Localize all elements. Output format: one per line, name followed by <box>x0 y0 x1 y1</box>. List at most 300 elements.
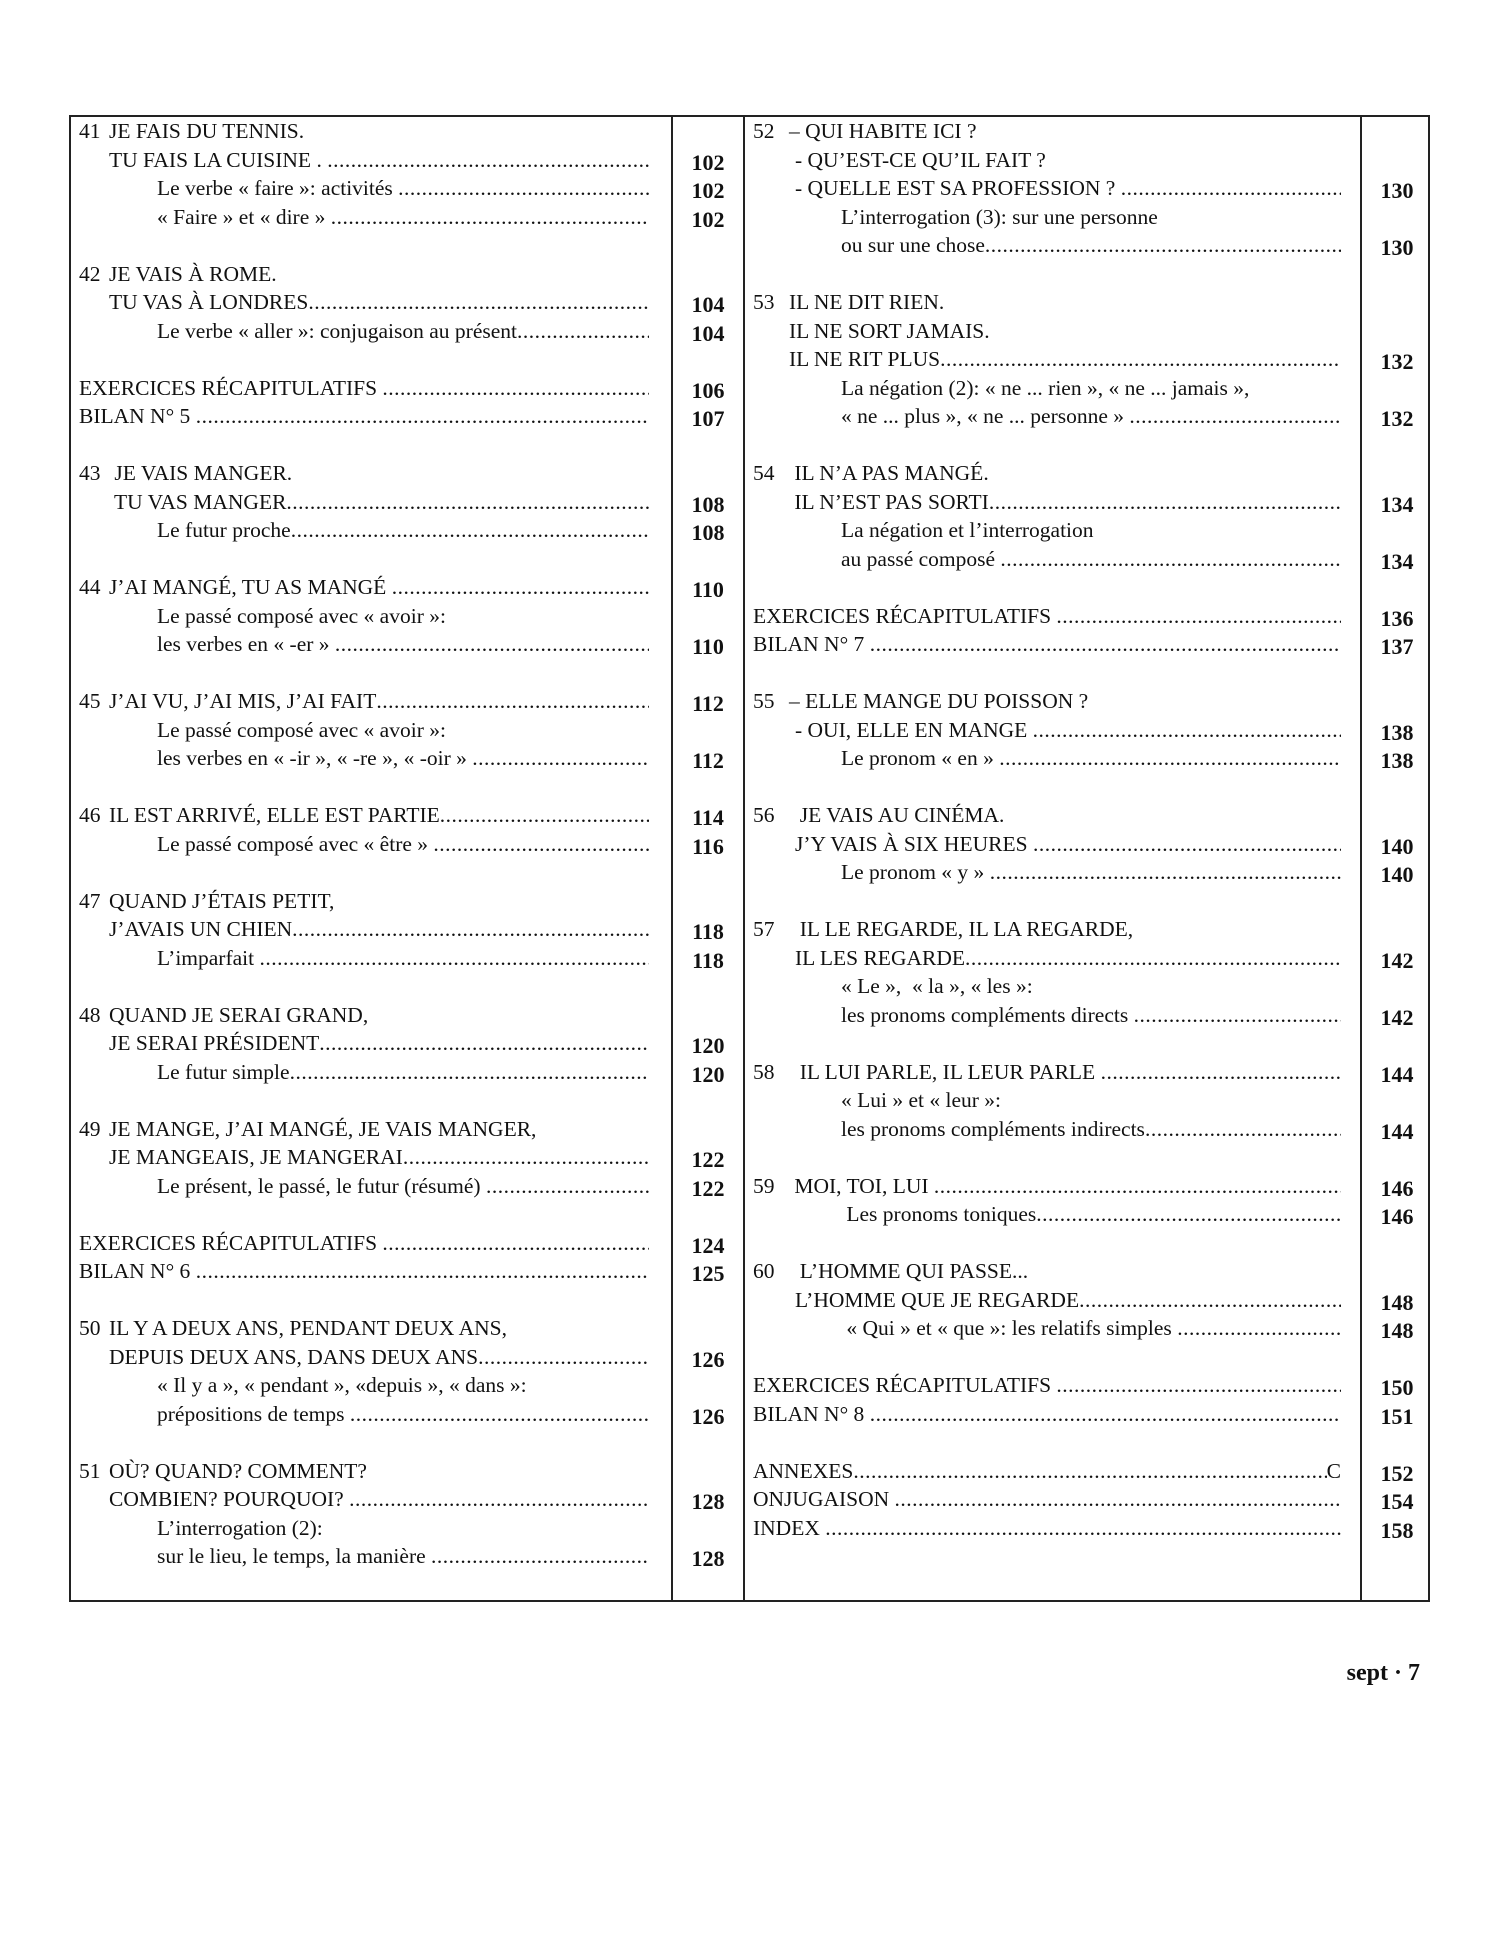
column-divider <box>743 117 745 1600</box>
lesson-number: 42 <box>79 261 101 286</box>
entry-text: – QUI HABITE ICI ? <box>789 119 977 143</box>
page-number[interactable]: 108 <box>691 491 725 517</box>
toc-entry <box>753 944 1432 973</box>
page-number[interactable]: 128 <box>691 1546 725 1571</box>
toc-entry <box>753 1457 1432 1486</box>
entry-text: BILAN N° 7 <box>753 632 870 656</box>
toc-entry <box>753 146 1432 175</box>
page-number[interactable]: 132 <box>1380 406 1414 431</box>
page-number[interactable]: 138 <box>1380 748 1414 773</box>
dot-leader <box>825 1514 1341 1543</box>
entry-title <box>753 1485 1341 1514</box>
entry-text: JE VAIS AU CINÉMA. <box>789 803 1005 827</box>
toc-entry <box>753 1514 1432 1543</box>
toc-entry <box>79 174 743 203</box>
page-number[interactable]: 134 <box>1380 491 1414 517</box>
entry-text: INDEX <box>753 1515 826 1540</box>
entry-title <box>79 1229 649 1258</box>
toc-entry <box>753 915 1432 944</box>
entry-title <box>157 602 446 631</box>
page-number[interactable]: 138 <box>1380 719 1414 745</box>
entry-title <box>109 146 649 175</box>
page-number[interactable]: 130 <box>1380 235 1414 260</box>
lesson-number: 48 <box>79 1002 101 1027</box>
toc-entry <box>79 1029 743 1058</box>
entry-title <box>109 1029 649 1058</box>
toc-entry <box>753 602 1432 631</box>
entry-text: IL NE DIT RIEN. <box>789 290 945 314</box>
toc-entry <box>79 1371 743 1400</box>
page-number[interactable]: 144 <box>1380 1061 1414 1087</box>
entry-title <box>157 516 649 545</box>
entry-text: - QUELLE EST SA PROFESSION ? <box>795 176 1121 200</box>
toc-entry <box>79 459 743 488</box>
entry-title <box>79 1257 649 1286</box>
entry-text: COMBIEN? POURQUOI? <box>109 1487 350 1511</box>
entry-title <box>109 260 277 289</box>
entry-title <box>109 801 649 830</box>
toc-entry <box>79 1400 743 1429</box>
entry-title <box>109 887 334 916</box>
lesson-number: 59 <box>753 1173 775 1198</box>
dot-leader <box>1177 1314 1341 1343</box>
entry-text: TU VAS MANGER <box>109 489 287 514</box>
toc-entry <box>753 317 1432 346</box>
entry-title <box>157 203 649 232</box>
entry-text: BILAN N° 8 <box>753 1401 870 1426</box>
entry-title <box>157 1400 649 1429</box>
dot-leader <box>486 1172 649 1201</box>
dot-leader <box>517 317 649 346</box>
entry-title <box>789 317 990 346</box>
entry-title <box>753 1457 1341 1486</box>
dot-leader <box>1129 402 1341 431</box>
entry-text: sur le lieu, le temps, la manière <box>157 1544 432 1568</box>
toc-entry <box>753 687 1432 716</box>
entry-text: - QU’EST-CE QU’IL FAIT ? <box>795 147 1046 172</box>
toc-entry <box>753 630 1432 659</box>
entry-title <box>789 1257 1028 1286</box>
toc-entry <box>753 716 1432 745</box>
toc-entry <box>753 117 1432 146</box>
entry-title <box>109 459 292 488</box>
entry-text: Le passé composé avec « avoir »: <box>157 717 446 742</box>
page-number[interactable]: 150 <box>1380 1375 1414 1400</box>
entry-title <box>841 402 1341 431</box>
dot-leader <box>1101 1058 1341 1087</box>
toc-entry <box>79 146 743 175</box>
page-number[interactable]: 102 <box>691 206 725 232</box>
toc-entry <box>79 602 743 631</box>
entry-title <box>157 1542 649 1571</box>
toc-entry <box>753 1257 1432 1286</box>
entry-text: « Qui » et « que »: les relatifs simples <box>841 1316 1178 1340</box>
entry-title <box>841 374 1249 403</box>
toc-entry <box>753 1400 1432 1429</box>
entry-title <box>789 1058 1341 1087</box>
toc-entry <box>753 1058 1432 1087</box>
toc-entry <box>753 1314 1432 1343</box>
entry-title <box>841 516 1094 545</box>
entry-text: J’AVAIS UN CHIEN <box>109 917 293 941</box>
entry-text: les pronoms compléments directs <box>841 1002 1134 1027</box>
entry-text: – ELLE MANGE DU POISSON ? <box>789 689 1089 713</box>
dot-leader <box>398 174 649 203</box>
entry-title <box>109 117 304 146</box>
page-number[interactable]: 148 <box>1380 1289 1414 1315</box>
entry-title <box>789 459 989 488</box>
dot-leader <box>440 801 649 830</box>
entry-text: J’Y VAIS À SIX HEURES <box>795 831 1033 856</box>
toc-entry <box>753 1086 1432 1115</box>
page-number[interactable]: 151 <box>1380 1403 1414 1429</box>
page-number[interactable]: 152 <box>1380 1460 1414 1486</box>
page-number[interactable]: 146 <box>1380 1175 1414 1201</box>
entry-text: Le verbe « aller »: conjugaison au présent <box>157 318 517 343</box>
dot-leader <box>1121 174 1341 203</box>
entry-text: JE MANGEAIS, JE MANGERAI <box>109 1145 403 1169</box>
entry-title <box>841 744 1341 773</box>
entry-title <box>157 830 649 859</box>
entry-text: IL LE REGARDE, IL LA REGARDE, <box>789 917 1134 941</box>
entry-title <box>789 801 1004 830</box>
entry-title <box>841 545 1341 574</box>
entry-title <box>753 1371 1341 1400</box>
dot-leader <box>999 744 1341 773</box>
dot-leader <box>196 1257 649 1286</box>
dot-leader <box>292 915 649 944</box>
dot-leader <box>989 488 1341 517</box>
page-number[interactable]: 154 <box>1380 1489 1414 1514</box>
entry-title <box>795 1286 1341 1315</box>
dot-leader <box>308 288 649 317</box>
page-number[interactable]: 110 <box>692 577 724 602</box>
page-number[interactable]: 107 <box>691 406 725 431</box>
toc-entry <box>79 260 743 289</box>
entry-text: Les pronoms toniques <box>841 1202 1037 1226</box>
lesson-number: 47 <box>79 888 101 913</box>
toc-entry <box>753 288 1432 317</box>
dot-leader <box>853 1457 1326 1486</box>
entry-text: les verbes en « -er » <box>157 632 335 656</box>
toc-entry <box>79 1001 743 1030</box>
dot-leader <box>331 203 649 232</box>
entry-text: J’AI VU, J’AI MIS, J’AI FAIT <box>109 689 377 713</box>
entry-text: Le verbe « faire »: activités <box>157 176 399 200</box>
page-number[interactable]: 126 <box>691 1346 725 1372</box>
entry-text: Le passé composé avec « avoir »: <box>157 603 446 628</box>
entry-text: L’imparfait <box>157 945 260 970</box>
page-number[interactable]: 122 <box>691 1147 725 1172</box>
entry-title <box>841 203 1158 232</box>
entry-text: IL EST ARRIVÉ, ELLE EST PARTIE <box>109 803 440 827</box>
entry-text: EXERCICES RÉCAPITULATIFS <box>753 1373 1057 1397</box>
page-number[interactable]: 148 <box>1380 1318 1414 1343</box>
dot-leader <box>1033 830 1341 859</box>
entry-text: IL NE RIT PLUS <box>789 347 941 371</box>
dot-leader <box>1079 1286 1341 1315</box>
entry-text: Le futur proche <box>157 518 291 542</box>
toc-entry <box>79 288 743 317</box>
entry-title <box>79 402 649 431</box>
dot-leader <box>895 1485 1341 1514</box>
entry-title <box>157 744 649 773</box>
entry-text: IL LUI PARLE, IL LEUR PARLE <box>789 1059 1101 1084</box>
dot-leader <box>934 1172 1341 1201</box>
page-number[interactable]: 126 <box>691 1403 725 1429</box>
toc-entry <box>79 1542 743 1571</box>
toc-entry <box>753 1371 1432 1400</box>
lesson-number: 49 <box>79 1116 101 1141</box>
entry-text: IL NE SORT JAMAIS. <box>789 318 990 343</box>
dot-leader <box>335 630 649 659</box>
entry-title <box>157 944 649 973</box>
dot-leader <box>870 630 1341 659</box>
toc-entry <box>79 317 743 346</box>
entry-text: BILAN N° 5 <box>79 404 196 428</box>
dot-leader <box>1036 1200 1341 1229</box>
page-number[interactable]: 118 <box>692 919 724 944</box>
entry-text: L’interrogation (3): sur une personne <box>841 204 1158 229</box>
entry-text: prépositions de temps <box>157 1401 350 1426</box>
entry-text: JE SERAI PRÉSIDENT <box>109 1031 320 1055</box>
entry-text: ou sur une chose <box>841 233 985 257</box>
page-number[interactable]: 110 <box>692 634 724 659</box>
toc-entry <box>753 858 1432 887</box>
page-number[interactable]: 104 <box>691 320 725 346</box>
entry-text: Le présent, le passé, le futur (résumé) <box>157 1173 486 1198</box>
entry-text: IL N’EST PAS SORTI <box>789 489 989 514</box>
toc-entry <box>753 1200 1432 1229</box>
page-number[interactable]: 106 <box>691 377 725 403</box>
toc-entry <box>753 345 1432 374</box>
page-number[interactable]: 125 <box>691 1261 725 1286</box>
toc-entry <box>753 488 1432 517</box>
page-number[interactable]: 112 <box>692 691 724 716</box>
entry-title <box>841 1001 1341 1030</box>
page-number[interactable]: 108 <box>691 520 725 545</box>
entry-title <box>795 716 1341 745</box>
dot-leader <box>478 1343 649 1372</box>
page-number[interactable]: 142 <box>1380 1004 1414 1030</box>
dot-leader <box>1056 602 1341 631</box>
entry-title <box>79 374 649 403</box>
entry-title <box>789 345 1341 374</box>
toc-entry <box>753 374 1432 403</box>
toc-entry <box>79 887 743 916</box>
page-number[interactable]: 102 <box>691 149 725 175</box>
page-number[interactable]: 112 <box>692 748 724 773</box>
lesson-number: 46 <box>79 803 101 827</box>
page-number[interactable]: 128 <box>691 1489 725 1514</box>
entry-text: Le pronom « y » <box>841 860 990 884</box>
entry-text: JE FAIS DU TENNIS. <box>109 119 305 143</box>
entry-text: « Le », « la », « les »: <box>841 974 1033 998</box>
dot-leader <box>382 374 649 403</box>
page-number[interactable]: 140 <box>1380 862 1414 887</box>
lesson-number: 45 <box>79 689 101 713</box>
dot-leader <box>1056 1371 1341 1400</box>
entry-text: DEPUIS DEUX ANS, DANS DEUX ANS <box>109 1344 479 1369</box>
dot-leader <box>291 516 649 545</box>
toc-entry <box>79 117 743 146</box>
lesson-number: 56 <box>753 803 775 827</box>
lesson-number: 52 <box>753 119 775 143</box>
dot-leader <box>286 488 649 517</box>
dot-leader <box>327 146 649 175</box>
toc-entry <box>79 1343 743 1372</box>
entry-title <box>109 1001 368 1030</box>
toc-entry <box>79 801 743 830</box>
page-number[interactable]: 134 <box>1380 548 1414 574</box>
entry-title <box>789 488 1341 517</box>
entry-text: ONJUGAISON <box>753 1487 895 1511</box>
page-number[interactable]: 102 <box>691 178 725 203</box>
entry-title <box>841 1200 1341 1229</box>
lesson-number: 53 <box>753 290 775 314</box>
entry-text: Le pronom « en » <box>841 746 1000 770</box>
entry-text: EXERCICES RÉCAPITULATIFS <box>753 603 1057 628</box>
entry-title <box>753 630 1341 659</box>
page-number[interactable]: 118 <box>692 947 724 973</box>
entry-title <box>109 1485 649 1514</box>
entry-title <box>109 915 649 944</box>
dot-leader <box>350 1400 649 1429</box>
lesson-number: 51 <box>79 1458 101 1483</box>
dot-leader <box>1000 545 1341 574</box>
toc-entry <box>79 1229 743 1258</box>
toc-entry <box>79 516 743 545</box>
entry-text: « Il y a », « pendant », «depuis », « dans »: <box>157 1373 527 1397</box>
toc-entry <box>753 545 1432 574</box>
entry-text: QUAND J’ÉTAIS PETIT, <box>109 888 335 913</box>
entry-text: Le futur simple <box>157 1059 290 1084</box>
toc-entry <box>79 1514 743 1543</box>
page-number[interactable]: 144 <box>1380 1118 1414 1144</box>
entry-text: La négation et l’interrogation <box>841 518 1094 542</box>
entry-title <box>109 1343 649 1372</box>
dot-leader <box>260 944 650 973</box>
page-number[interactable]: 140 <box>1380 833 1414 859</box>
page-number[interactable]: 122 <box>691 1175 725 1201</box>
page-number[interactable]: 136 <box>1380 605 1414 631</box>
entry-title <box>109 573 649 602</box>
entry-text: JE VAIS MANGER. <box>109 461 293 485</box>
toc-entry <box>753 231 1432 260</box>
entry-text: OÙ? QUAND? COMMENT? <box>109 1458 367 1483</box>
entry-title <box>109 1457 367 1486</box>
toc-entry <box>753 1172 1432 1201</box>
page-number[interactable]: 132 <box>1380 349 1414 374</box>
toc-entry <box>79 1314 743 1343</box>
page-number-footer: sept · 7 <box>1346 1660 1420 1686</box>
toc-entry <box>753 1485 1432 1514</box>
entry-text: « Lui » et « leur »: <box>841 1088 1002 1112</box>
lesson-number: 44 <box>79 575 101 599</box>
page-number[interactable]: 124 <box>691 1232 725 1258</box>
entry-title <box>157 1514 323 1543</box>
page-number[interactable]: 116 <box>692 833 724 859</box>
entry-text: L’HOMME QUE JE REGARDE <box>795 1287 1080 1312</box>
toc-entry <box>79 1143 743 1172</box>
toc-entry <box>753 830 1432 859</box>
entry-title <box>841 1086 1001 1115</box>
dot-leader <box>349 1485 649 1514</box>
entry-title <box>789 288 944 317</box>
toc-entry <box>79 1457 743 1486</box>
toc-entry <box>79 944 743 973</box>
entry-text: La négation (2): « ne ... rien », « ne ... jamais », <box>841 375 1250 400</box>
entry-title <box>157 174 649 203</box>
toc-entry <box>79 402 743 431</box>
toc-entry <box>79 374 743 403</box>
page-number[interactable]: 158 <box>1380 1517 1414 1543</box>
dot-leader <box>319 1029 649 1058</box>
page-number[interactable]: 130 <box>1380 178 1414 203</box>
lesson-number: 55 <box>753 689 775 713</box>
dot-leader <box>965 944 1341 973</box>
lesson-number: 50 <box>79 1316 101 1340</box>
toc-entry <box>79 1485 743 1514</box>
dot-leader <box>382 1229 649 1258</box>
dot-leader <box>431 1542 649 1571</box>
entry-text: EXERCICES RÉCAPITULATIFS <box>79 375 383 400</box>
toc-entry <box>753 801 1432 830</box>
entry-title <box>109 1314 507 1343</box>
entry-title <box>753 1400 1341 1429</box>
entry-title <box>157 1058 649 1087</box>
toc-entry <box>79 744 743 773</box>
dot-leader <box>1033 716 1341 745</box>
entry-text: TU VAS À LONDRES <box>109 290 309 314</box>
dot-leader <box>472 744 649 773</box>
entry-title <box>157 1172 649 1201</box>
entry-text: JE MANGE, J’AI MANGÉ, JE VAIS MANGER, <box>109 1116 537 1141</box>
dot-leader <box>403 1143 649 1172</box>
toc-entry <box>79 830 743 859</box>
entry-title <box>789 915 1133 944</box>
entry-text: les verbes en « -ir », « -re », « -oir » <box>157 746 473 770</box>
toc-entry <box>79 1058 743 1087</box>
toc-entry <box>753 459 1432 488</box>
toc-entry <box>79 203 743 232</box>
entry-title <box>795 944 1341 973</box>
page-number[interactable]: 114 <box>692 805 724 830</box>
dot-leader <box>196 402 649 431</box>
page-number[interactable]: 104 <box>691 292 725 317</box>
entry-title <box>109 288 649 317</box>
entry-title <box>109 687 649 716</box>
page-number[interactable]: 120 <box>691 1061 725 1087</box>
entry-text: L’HOMME QUI PASSE... <box>789 1259 1029 1283</box>
toc-entry <box>753 174 1432 203</box>
toc-entry <box>79 1172 743 1201</box>
toc-entry <box>753 516 1432 545</box>
page-number[interactable]: 146 <box>1380 1204 1414 1229</box>
page-number[interactable]: 120 <box>691 1033 725 1058</box>
lesson-number: 58 <box>753 1059 775 1084</box>
dot-leader <box>1145 1115 1341 1144</box>
dot-leader <box>376 687 649 716</box>
entry-text: Le passé composé avec « être » <box>157 831 434 856</box>
entry-title <box>157 1371 527 1400</box>
page-number[interactable]: 142 <box>1380 947 1414 973</box>
table-of-contents <box>69 115 1430 1602</box>
dot-leader <box>985 231 1341 260</box>
page-number[interactable]: 137 <box>1380 634 1414 659</box>
entry-suffix: C <box>1326 1458 1341 1483</box>
toc-entry <box>753 1115 1432 1144</box>
